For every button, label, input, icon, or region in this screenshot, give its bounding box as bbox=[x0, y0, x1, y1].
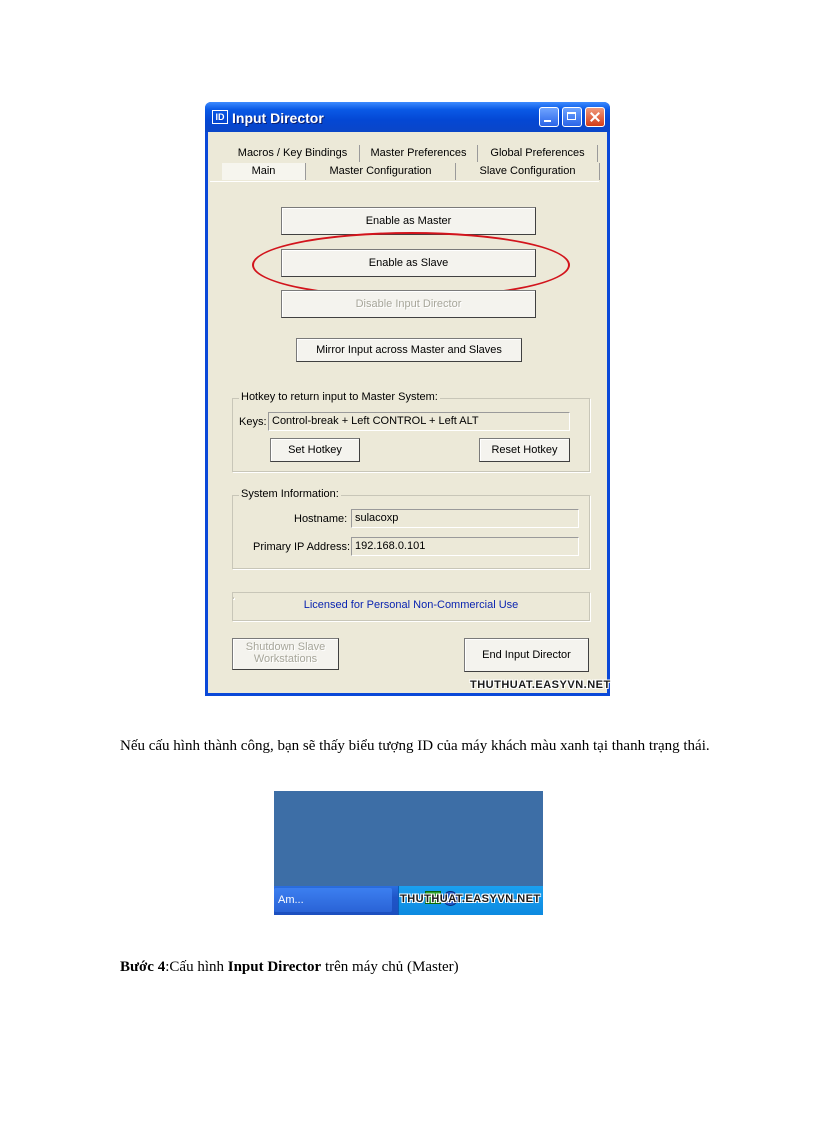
maximize-icon[interactable] bbox=[562, 107, 582, 127]
taskbar bbox=[274, 886, 543, 915]
set-hotkey-button[interactable]: Set Hotkey bbox=[270, 438, 360, 462]
license-text: Licensed for Personal Non-Commercial Use bbox=[303, 599, 519, 611]
tab-main[interactable]: Main bbox=[222, 163, 306, 180]
system-info-legend: System Information: bbox=[241, 488, 339, 500]
hostname-label: Hostname: bbox=[294, 513, 348, 525]
taskbar-watermark: THUTHUAT.EASYVN.NET bbox=[400, 893, 541, 905]
reset-hotkey-button[interactable]: Reset Hotkey bbox=[479, 438, 570, 462]
shutdown-line-2: Workstations bbox=[253, 653, 318, 665]
enable-slave-button[interactable]: Enable as Slave bbox=[281, 249, 536, 277]
title-bar[interactable] bbox=[205, 102, 610, 132]
step-heading bbox=[120, 959, 459, 976]
tab-slave-configuration[interactable]: Slave Configuration bbox=[456, 163, 600, 180]
primary-ip-label: Primary IP Address: bbox=[253, 541, 350, 553]
taskbar-screenshot bbox=[274, 791, 543, 915]
step-text-after: trên máy chủ (Master) bbox=[321, 959, 459, 975]
step-label: Bước 4 bbox=[120, 959, 166, 975]
tab-global-preferences[interactable]: Global Preferences bbox=[478, 145, 598, 162]
tab-master-preferences[interactable]: Master Preferences bbox=[360, 145, 478, 162]
hotkey-group-legend: Hotkey to return input to Master System: bbox=[241, 391, 438, 403]
keys-label: Keys: bbox=[239, 416, 267, 428]
input-director-window bbox=[205, 102, 610, 696]
tab-master-configuration[interactable]: Master Configuration bbox=[306, 163, 456, 180]
close-icon[interactable] bbox=[585, 107, 605, 127]
system-info-group bbox=[232, 495, 590, 569]
tab-divider bbox=[210, 181, 599, 182]
dialog-client-area bbox=[208, 132, 611, 693]
end-input-director-button[interactable]: End Input Director bbox=[464, 638, 589, 672]
taskbar-task-button[interactable]: Am... bbox=[274, 888, 392, 912]
disable-input-director-button[interactable]: Disable Input Director bbox=[281, 290, 536, 318]
hostname-field[interactable]: sulacoxp bbox=[351, 509, 579, 528]
step-app-name: Input Director bbox=[227, 959, 322, 975]
shutdown-slave-workstations-button[interactable] bbox=[232, 638, 339, 670]
result-paragraph: Nếu cấu hình thành công, bạn sẽ thấy biểu tượng ID của máy khách màu xanh tại thanh trạng thái. bbox=[120, 738, 710, 754]
window-title: Input Director bbox=[232, 110, 324, 126]
primary-ip-field[interactable]: 192.168.0.101 bbox=[351, 537, 579, 556]
app-icon: ID bbox=[212, 110, 228, 124]
minimize-icon[interactable] bbox=[539, 107, 559, 127]
highlight-ellipse bbox=[252, 232, 570, 298]
window-watermark: THUTHUAT.EASYVN.NET bbox=[470, 679, 611, 691]
enable-master-button[interactable]: Enable as Master bbox=[281, 207, 536, 235]
mirror-input-button[interactable]: Mirror Input across Master and Slaves bbox=[296, 338, 522, 362]
shutdown-line-1: Shutdown Slave bbox=[245, 641, 326, 653]
step-text-before: :Cấu hình bbox=[165, 959, 228, 975]
hotkey-keys-field[interactable]: Control-break + Left CONTROL + Left ALT bbox=[268, 412, 570, 431]
tab-macros-key-bindings[interactable]: Macros / Key Bindings bbox=[226, 145, 360, 162]
